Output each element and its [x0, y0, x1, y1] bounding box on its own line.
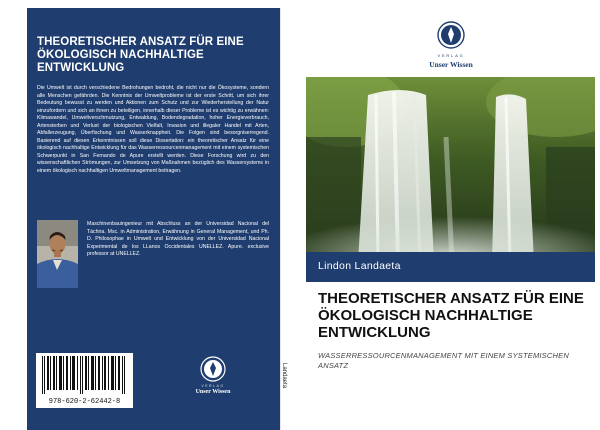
back-cover-title: THEORETISCHER ANSATZ FÜR EINE ÖKOLOGISCH NACHHALTIGE ENTWICKLUNG [37, 36, 244, 74]
author-bar [306, 252, 595, 282]
spine-author: Landaeta [281, 363, 287, 389]
publisher-emblem-icon [421, 20, 481, 52]
waterfall-photo [306, 77, 595, 262]
publisher-name: Unser Wissen [195, 389, 231, 395]
publisher-emblem-icon [185, 356, 241, 384]
book-subtitle: WASSERRESSOURCENMANAGEMENT MIT EINEM SYSTEMISCHEN ANSATZ [318, 351, 569, 370]
author-bio: Maschinenbauingenieur mit Abschluss an der Universidad Nacional del Táchira. Msc. in Administration, Erwähnung in General Management, und Ph. D. Philosophae in Umwelt und Entwicklung von der Universidad Nacional Experimental de los LLanos Occidentales UNELLEZ. Apure. exclusive professor at UNELLEZ. [87, 221, 269, 257]
publisher-verlag-label-front: VERLAG [437, 53, 465, 58]
back-cover-description: Die Umwelt ist durch verschiedene Bedrohungen bedroht, die nicht nur die Ökosysteme, sondern alle Menschen gefährden. Die Kenntnis der Umweltprobleme ist der erste Schritt, um sich ihrer Bedeutung bewusst zu werden und Aktionen zum Schutz und zur Wiederherstellung der Natur einzufordern und sich an ihnen zu beteiligen, innerhalb dieser Probleme ist es wichtig zu erwähnen: Klimawandel, Umweltverschmutzung, Entwaldung, Bodendegradation, hoher Energieverbrauch, Artensterben und Verlust der biologischen Vielfalt, Invasion und illegaler Handel mit Arten, Abfallerzeugung, Überfischung und Wasserknappheit. Die Folgen sind besorgniserregend. Basierend auf diesen Erkenntnissen soll diese Dissertation: ein theoretischer Ansatz für eine ökologisch nachhaltige Entwicklung für das Wasserressourcenmanagement mit einem systemischen Schwerpunkt in San Fernando de Apure erstellt werden. Diese Forschung wird zu den wissenschaftlichen Strömungen, zur Umsetzung von Maßnahmen bezüglich des Wassersystems in einem ökologisch nachhaltigen Umweltmanagement beitragen. [37, 85, 269, 174]
author-name: Lindon Landaeta [318, 260, 401, 272]
publisher-verlag-label: VERLAG [201, 384, 225, 388]
book-spine [280, 8, 307, 430]
publisher-logo-front [421, 20, 481, 75]
book-title: THEORETISCHER ANSATZ FÜR EINE ÖKOLOGISCH NACHHALTIGE ENTWICKLUNG [318, 290, 584, 341]
isbn-barcode [36, 353, 133, 408]
isbn-number: 978-620-2-62442-8 [48, 398, 121, 406]
author-photo [37, 220, 78, 288]
front-cover [306, 8, 595, 430]
back-cover [27, 8, 280, 430]
publisher-name-front: Unser Wissen [429, 60, 473, 69]
publisher-logo [185, 356, 241, 398]
